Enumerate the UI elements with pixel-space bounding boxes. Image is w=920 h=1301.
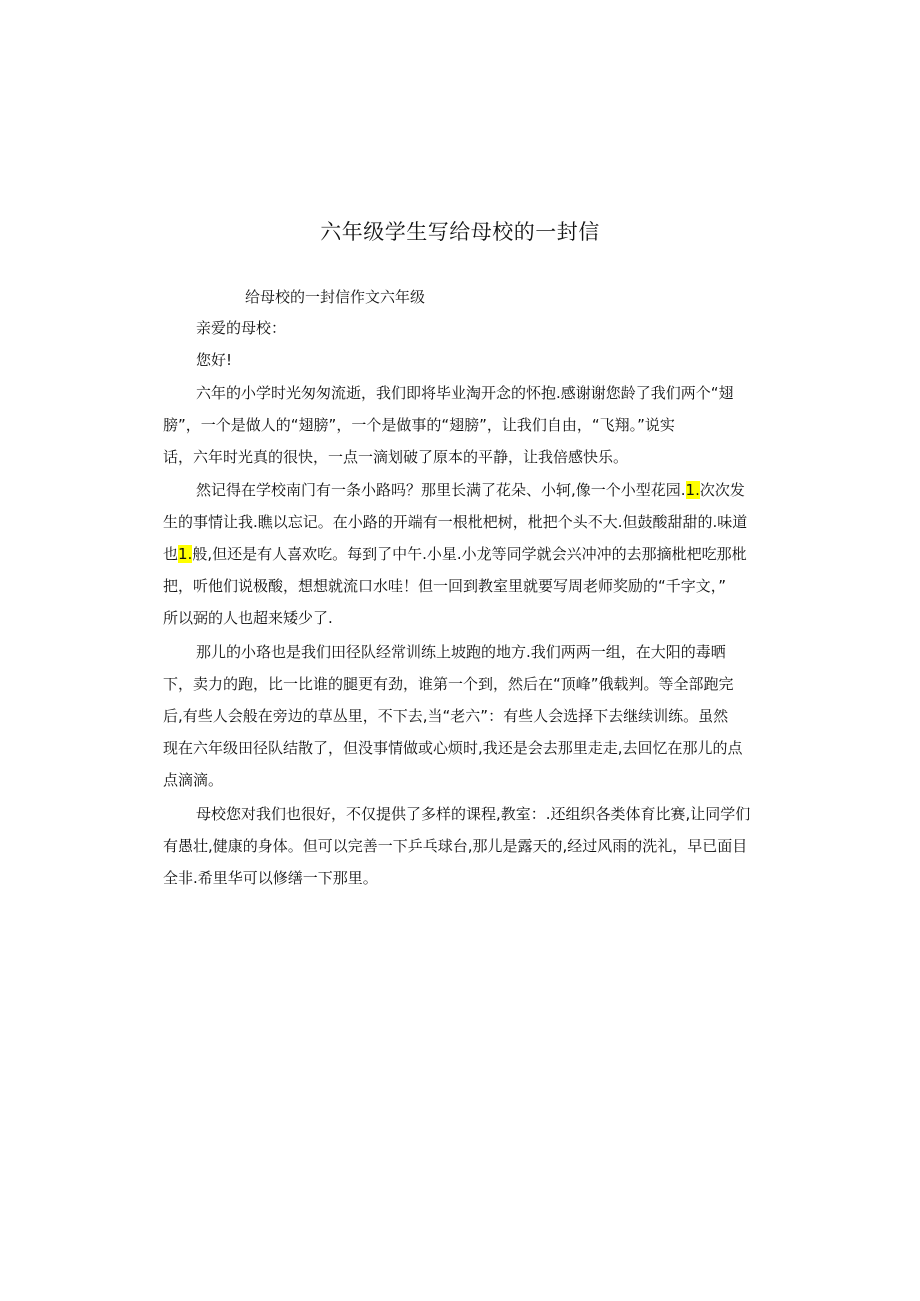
greeting: 亲爱的母校： [196, 319, 287, 337]
paragraph-2-line-3 [163, 543, 747, 565]
paragraph-2-line-5: 所以弼的人也超来矮少了. [163, 609, 333, 627]
paragraph-4-line-3: 全非.希里华可以修缮一下那里。 [163, 869, 378, 887]
paragraph-4-line-1: 母校您对我们也很好，不仅提供了多样的课程,教室：.还组织各类体育比赛,让同学们 [196, 805, 751, 823]
paragraph-1-line-1: 六年的小学时光匆匆流逝，我们即将毕业淘开念的怀抱.感谢谢您龄了我们两个“翅 [196, 384, 734, 402]
document-title: 六年级学生写给母校的一封信 [320, 220, 600, 244]
highlighted-text: 1. [685, 481, 700, 499]
paragraph-3-line-2: 下，卖力的跑，比一比谁的腿更有劲，谁第一个到，然后在“顶峰”俄载判。等全部跑完 [163, 675, 734, 693]
paragraph-2-line-1-tail: 次次发 [699, 481, 745, 499]
paragraph-2-line-3-text: 也 [163, 545, 179, 563]
paragraph-2-line-1 [196, 479, 745, 501]
highlighted-text: 1. [178, 545, 193, 563]
paragraph-2-line-2: 生的事情让我.瞧以忘记。在小路的开端有一根枇杷树，枇把个头不大.但鼓酸甜甜的.味道 [163, 513, 748, 531]
paragraph-2-line-3-tail: 般,但还是有人喜欢吃。每到了中午.小星.小龙等同学就会兴冲冲的去那摘枇杷吃那枇 [192, 545, 747, 563]
paragraph-4-line-2: 有愚壮,健康的身体。但可以完善一下乒乓球台,那儿是露天的,经过风雨的洗礼，早已面目 [163, 837, 748, 855]
paragraph-3-line-5: 点滴滴。 [163, 771, 224, 789]
paragraph-2-line-4: 把，听他们说极酸，想想就流口水哇！但一回到教室里就要写周老师奖励的“千字文，” [163, 577, 727, 595]
paragraph-3-line-3: 后,有些人会般在旁边的草丛里，不下去,当“老六”：有些人会选择下去继续训练。虽然 [163, 707, 729, 725]
document-subtitle: 给母校的一封信作文六年级 [245, 288, 426, 306]
hello-line: 您好! [196, 351, 233, 369]
paragraph-3-line-4: 现在六年级田径队结散了，但没事情做或心烦时,我还是会去那里走走,去回忆在那儿的点 [163, 739, 743, 757]
paragraph-2-line-1-text: 然记得在学校南门有一条小路吗？那里长满了花朵、小轲,像一个小型花园. [196, 481, 686, 499]
paragraph-1-line-3: 话，六年时光真的很快，一点一滴划破了原本的平静，让我倍感快乐。 [163, 448, 629, 466]
paragraph-3-line-1: 那儿的小珞也是我们田径队经常训练上坡跑的地方.我们两两一组，在大阳的毒晒 [196, 643, 726, 661]
paragraph-1-line-2: 膀”，一个是做人的“翅膀”，一个是做事的“翅膀”，让我们自由，“飞翔。”说实 [163, 416, 675, 434]
